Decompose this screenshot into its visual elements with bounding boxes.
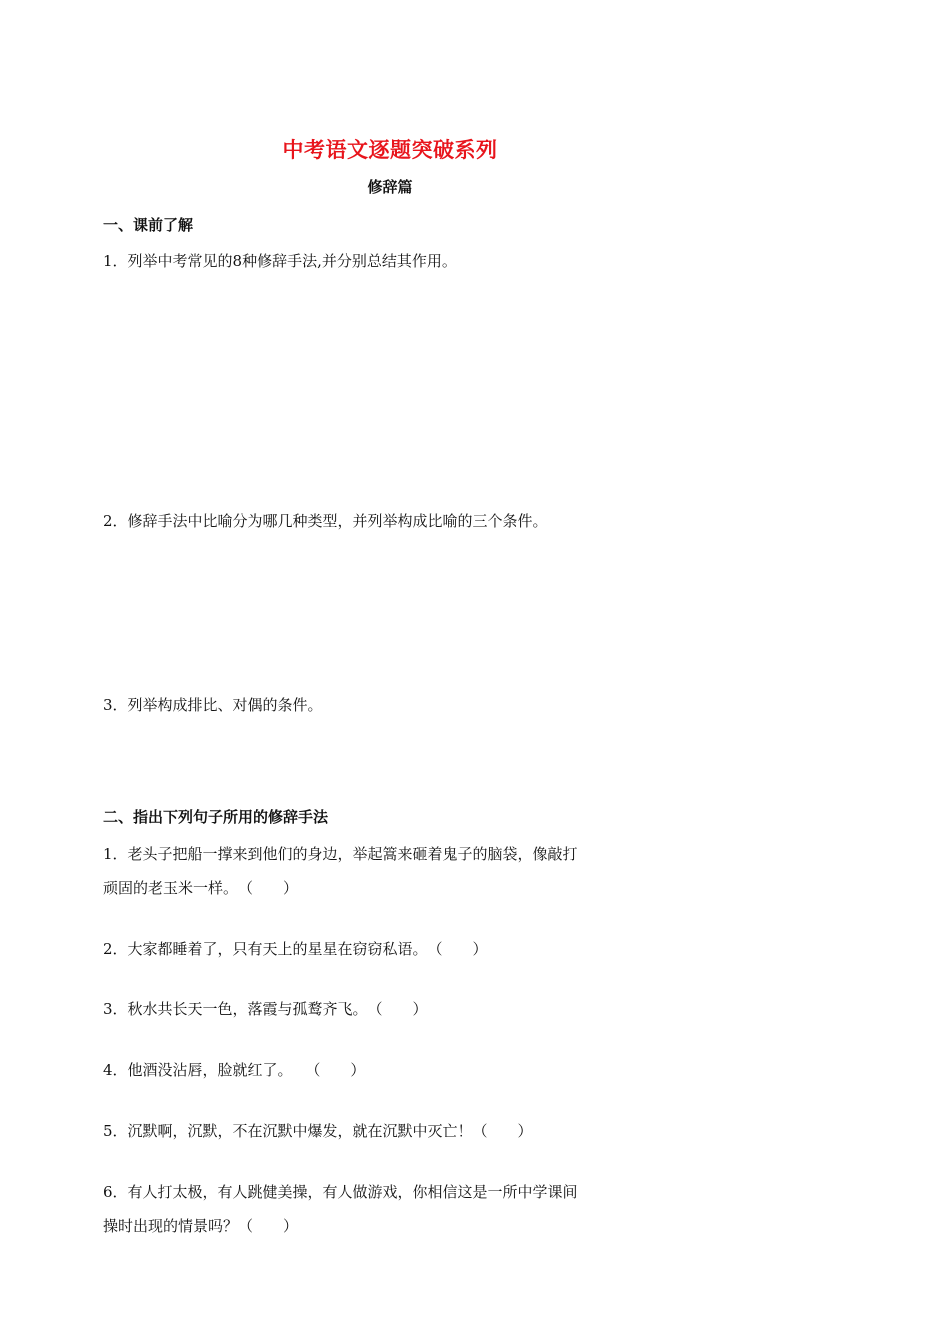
- question-2-4: [103, 1059, 365, 1080]
- question-1-3: 3．列举构成排比、对偶的条件。: [103, 696, 323, 714]
- question-2-6-line2: [103, 1215, 298, 1236]
- question-2-5: [103, 1120, 533, 1141]
- answer-blank: （ ）: [238, 879, 299, 897]
- question-2-6-text: 操时出现的情景吗？: [103, 1217, 239, 1235]
- question-2-3-text: 3．秋水共长天一色，落霞与孤鹜齐飞。: [103, 1000, 368, 1018]
- section-heading-2: 二、指出下列句子所用的修辞手法: [103, 808, 329, 826]
- question-2-2-text: 2．大家都睡着了，只有天上的星星在窃窃私语。: [103, 940, 428, 958]
- question-2-2: [103, 938, 488, 959]
- answer-blank: （ ）: [472, 1122, 533, 1140]
- answer-blank: （ ）: [305, 1061, 366, 1079]
- answer-blank: （ ）: [238, 1217, 299, 1235]
- question-2-4-text: 4．他酒没沾唇，脸就红了。: [103, 1061, 293, 1079]
- question-2-1-line2: [103, 877, 298, 898]
- answer-blank: （ ）: [367, 1000, 428, 1018]
- document-subtitle: 修辞篇: [367, 178, 413, 196]
- answer-blank: （ ）: [427, 940, 488, 958]
- document-title: 中考语文逐题突破系列: [282, 138, 498, 162]
- question-2-1-text: 顽固的老玉米一样。: [103, 879, 239, 897]
- question-2-1-line1: 1．老头子把船一撑来到他们的身边，举起篙来砸着鬼子的脑袋，像敲打: [103, 845, 578, 863]
- question-2-3: [103, 998, 428, 1019]
- question-2-5-text: 5．沉默啊，沉默，不在沉默中爆发，就在沉默中灭亡！: [103, 1122, 473, 1140]
- section-heading-1: 一、课前了解: [103, 216, 194, 234]
- question-1-1: 1．列举中考常见的8种修辞手法,并分别总结其作用。: [103, 252, 457, 270]
- question-2-6-line1: 6．有人打太极，有人跳健美操，有人做游戏，你相信这是一所中学课间: [103, 1183, 578, 1201]
- question-1-2: 2．修辞手法中比喻分为哪几种类型，并列举构成比喻的三个条件。: [103, 512, 548, 530]
